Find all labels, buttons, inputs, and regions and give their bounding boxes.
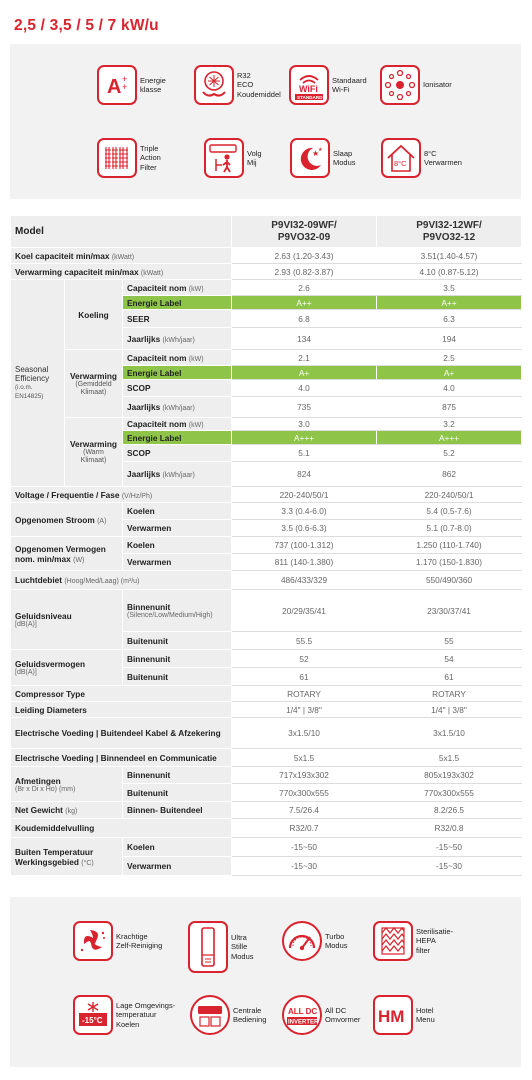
- row-label: Geluidsvermogen: [15, 659, 86, 669]
- cell-value: ROTARY: [377, 686, 522, 702]
- table-row: [11, 590, 522, 632]
- feature-label: Turbo Modus: [325, 931, 348, 950]
- cell-value: 735: [232, 397, 377, 418]
- feature-label: Triple Action Filter: [140, 143, 161, 172]
- self-clean-icon: [73, 921, 113, 961]
- row-sublabel: Binnenunit: [127, 770, 171, 780]
- row-label: SEER: [127, 313, 150, 324]
- dc-inverter-icon: [282, 995, 322, 1035]
- feature-label: Energie klasse: [140, 75, 166, 94]
- row-sublabel: Binnenunit: [127, 653, 171, 664]
- table-row: [11, 503, 522, 520]
- cell-value: 4.0: [377, 380, 522, 397]
- table-row: [11, 418, 522, 431]
- cell-value: 194: [377, 328, 522, 350]
- cell-value: 824: [232, 462, 377, 487]
- row-sublabel: Koelen: [127, 842, 155, 852]
- cell-value: 7.5/26.4: [232, 802, 377, 819]
- feature-label: 8°C Verwarmen: [424, 148, 462, 167]
- cell-value: A++: [377, 296, 522, 310]
- cell-value: 52: [232, 650, 377, 668]
- table-row: [11, 537, 522, 554]
- row-label: Buiten Temperatuur Werkingsgebied: [15, 846, 94, 867]
- low-temp-icon-text: -15°C: [82, 1016, 103, 1025]
- row-sublabel: Binnen- Buitendeel: [127, 805, 203, 815]
- row-unit: (kW): [188, 422, 204, 429]
- cell-value: -15~50: [232, 838, 377, 857]
- feature-low-temp: [73, 995, 175, 1035]
- cell-value: 486/433/329: [232, 571, 377, 590]
- row-unit: [dB(A)]: [15, 621, 37, 628]
- table-row: [11, 248, 522, 264]
- row-label: Leiding Diameters: [15, 704, 87, 715]
- wifi-icon-text: WiFi: [299, 84, 318, 94]
- cell-value: 1/4" | 3/8": [232, 702, 377, 718]
- cell-value: 4.0: [232, 380, 377, 397]
- cell-value: 3.5 (0.6-6.3): [232, 520, 377, 537]
- cell-value: 3x1.5/10: [232, 718, 377, 749]
- hepa-filter-icon: [373, 921, 413, 961]
- feature-ionizer: [380, 65, 452, 105]
- feature-central-control: [190, 995, 266, 1035]
- cell-value: 805x193x302: [377, 767, 522, 784]
- cell-value: 875: [377, 397, 522, 418]
- ultra-silent-icon: [188, 921, 228, 973]
- row-label: Jaarlijks: [127, 402, 161, 412]
- cell-value: 2.6: [232, 280, 377, 296]
- row-label: Geluidsniveau: [15, 611, 72, 621]
- row-unit: (V/Hz/Ph): [121, 492, 153, 500]
- cell-value: 550/490/360: [377, 571, 522, 590]
- cell-value: A+: [232, 366, 377, 380]
- cell-value: 6.3: [377, 310, 522, 328]
- feature-ultra-silent: [188, 921, 254, 973]
- feature-label: Ultra Stille Modus: [231, 932, 254, 961]
- group-name: Verwarming: [69, 370, 118, 381]
- feature-8c-heating: [381, 138, 462, 178]
- cell-value: -15~50: [377, 838, 522, 857]
- cell-value: 20/29/35/41: [232, 590, 377, 632]
- svg-text:+: +: [122, 74, 128, 84]
- cell-value: 2.1: [232, 350, 377, 366]
- model-col-1: P9VI32-09WF/ P9VO32-09: [271, 219, 337, 243]
- row-label: Capaciteit nom: [127, 282, 187, 293]
- cell-value: 717x193x302: [232, 767, 377, 784]
- spec-table: [10, 215, 522, 876]
- cell-value: A+++: [377, 431, 522, 445]
- cell-value: 5x1.5: [377, 749, 522, 767]
- cell-value: 770x300x555: [377, 784, 522, 802]
- central-control-icon: [190, 995, 230, 1035]
- row-label: Jaarlijks: [127, 469, 161, 479]
- low-temp-cooling-icon: [73, 995, 113, 1035]
- feature-self-clean: [73, 921, 162, 961]
- cell-value: 4.10 (0.87-5.12): [377, 264, 522, 280]
- row-unit: (kWh/jaar): [162, 405, 195, 412]
- feature-dc-inverter: [282, 995, 360, 1035]
- row-label: Koudemiddelvulling: [15, 823, 95, 833]
- cell-value: -15~30: [377, 857, 522, 876]
- cell-value: 134: [232, 328, 377, 350]
- cell-value: A++: [232, 296, 377, 310]
- energy-class-icon-letter: A: [107, 76, 122, 98]
- cell-value: 1.250 (110-1.740): [377, 537, 522, 554]
- row-unit: (kWh/jaar): [162, 336, 195, 344]
- cell-value: 2.93 (0.82-3.87): [232, 264, 377, 280]
- cell-value: 5.1 (0.7-8.0): [377, 520, 522, 537]
- cell-value: 3.2: [377, 418, 522, 431]
- group-name: Verwarming: [69, 439, 118, 449]
- heating-8c-icon: [381, 138, 421, 178]
- feature-label: All DC Omvormer: [325, 1005, 361, 1024]
- feature-label: Centrale Bediening: [233, 1005, 267, 1024]
- cell-value: 1.170 (150-1.830): [377, 554, 522, 571]
- row-sublabel: Verwarmen: [127, 523, 172, 533]
- row-label: Koel capaciteit min/max: [15, 250, 110, 261]
- row-label: Verwarming capaciteit min/max: [15, 266, 139, 277]
- cell-value: 3.3 (0.4-6.0): [232, 503, 377, 520]
- follow-me-icon: [204, 138, 244, 178]
- row-unit: (kg): [65, 808, 78, 815]
- cell-value: A+++: [232, 431, 377, 445]
- row-unit: (°C): [81, 859, 94, 867]
- row-label: Capaciteit nom: [127, 419, 187, 429]
- seasonal-note: (i.o.m. EN14825): [15, 384, 44, 400]
- dc-icon-bottom: INVERTER: [288, 1019, 319, 1026]
- cell-value: 3.0: [232, 418, 377, 431]
- cell-value: 3.5: [377, 280, 522, 296]
- cell-value: -15~30: [232, 857, 377, 876]
- feature-hepa: [373, 921, 453, 961]
- row-label: Energie Label: [127, 367, 182, 378]
- cell-value: R32/0.7: [232, 819, 377, 838]
- row-label: SCOP: [127, 383, 151, 393]
- row-sublabel: Buitenunit: [127, 635, 169, 646]
- row-label: Energie Label: [127, 297, 182, 308]
- cell-value: 1/4" | 3/8": [377, 702, 522, 718]
- sleep-mode-icon: [290, 138, 330, 178]
- cell-value: 5.2: [377, 445, 522, 462]
- feature-label: Slaap Modus: [333, 148, 356, 167]
- row-unit: (Silence/Low/Medium/High): [127, 612, 213, 619]
- cell-value: 8.2/26.5: [377, 802, 522, 819]
- row-label: Compressor Type: [15, 688, 85, 699]
- row-unit: (kW): [188, 285, 204, 293]
- cell-value: 220-240/50/1: [232, 487, 377, 503]
- row-label: Jaarlijks: [127, 333, 161, 344]
- model-header: Model: [15, 226, 44, 237]
- row-sublabel: Buitenunit: [127, 671, 169, 682]
- hotel-menu-icon: [373, 995, 413, 1035]
- cell-value: 737 (100-1.312): [232, 537, 377, 554]
- feature-label: Ionisator: [423, 80, 452, 90]
- cell-value: 54: [377, 650, 522, 668]
- table-row: [11, 767, 522, 784]
- feature-turbo: [282, 921, 348, 961]
- feature-sleep: [290, 138, 356, 178]
- row-sublabel: Koelen: [127, 506, 155, 516]
- table-row: [11, 350, 522, 366]
- cell-value: 862: [377, 462, 522, 487]
- cell-value: 3x1.5/10: [377, 718, 522, 749]
- features-bottom-panel: [10, 897, 521, 1067]
- feature-label: Krachtige Zelf-Reiniging: [116, 931, 163, 950]
- table-row: [11, 702, 522, 718]
- row-label: Energie Label: [127, 432, 182, 443]
- dc-icon-top: ALL DC: [288, 1007, 318, 1016]
- row-label: Capaciteit nom: [127, 352, 187, 363]
- feature-label: Volg Mij: [247, 148, 262, 167]
- feature-label: Sterilisatie- HEPA filter: [416, 926, 454, 955]
- row-label: Opgenomen Stroom: [15, 514, 95, 525]
- row-sublabel: Verwarmen: [127, 861, 172, 871]
- feature-follow-me: [204, 138, 262, 178]
- feature-label: Standaard Wi-Fi: [332, 75, 367, 94]
- cell-value: 6.8: [232, 310, 377, 328]
- row-label: Electrische Voeding | Binnendeel en Communicatie: [15, 752, 217, 763]
- wifi-standard-icon: [289, 65, 329, 105]
- cell-value: 5x1.5: [232, 749, 377, 767]
- row-label: Electrische Voeding | Buitendeel Kabel & Afzekering: [15, 728, 221, 738]
- features-top-panel: [10, 44, 521, 199]
- row-unit: [dB(A)]: [15, 669, 37, 676]
- page-title: 2,5 / 3,5 / 5 / 7 kW/u: [14, 17, 159, 34]
- feature-label: R32 ECO Koudemiddel: [237, 70, 281, 99]
- row-label: SCOP: [127, 448, 151, 458]
- heating-icon-text: 8°C: [394, 159, 407, 168]
- feature-energy-class: [97, 65, 166, 105]
- table-row: [11, 264, 522, 280]
- row-unit: (Br x Di x Ho) (mm): [15, 785, 76, 793]
- row-sublabel: Binnenunit: [127, 602, 171, 612]
- row-sublabel: Koelen: [127, 540, 155, 550]
- row-sublabel: Buitenunit: [127, 787, 169, 798]
- table-row: [11, 487, 522, 503]
- feature-hotel-menu: [373, 995, 435, 1035]
- table-row: [11, 686, 522, 702]
- group-note: (Gemiddeld Klimaat): [75, 380, 112, 396]
- table-row: [11, 650, 522, 668]
- seasonal-label: Seasonal Efficiency: [15, 365, 50, 383]
- table-row: [11, 749, 522, 767]
- r32-eco-refrigerant-icon: [194, 65, 234, 105]
- row-label: Luchtdebiet: [15, 575, 63, 585]
- svg-text:+: +: [122, 82, 128, 92]
- cell-value: 770x300x555: [232, 784, 377, 802]
- svg-text:★: ★: [318, 147, 323, 153]
- feature-label: Hotel Menu: [416, 1005, 435, 1024]
- row-unit: (A): [97, 517, 107, 525]
- feature-triple-filter: [97, 138, 161, 178]
- cell-value: 23/30/37/41: [377, 590, 522, 632]
- cell-value: 2.63 (1.20-3.43): [232, 248, 377, 264]
- row-unit: (kWatt): [111, 253, 135, 261]
- wifi-icon-standard: STANDARD: [297, 95, 323, 100]
- cell-value: A+: [377, 366, 522, 380]
- cell-value: 55.5: [232, 632, 377, 650]
- row-label: Afmetingen: [15, 775, 61, 786]
- table-row: [11, 571, 522, 590]
- energy-class-icon: [97, 65, 137, 105]
- row-label: Opgenomen Vermogen nom. min/max: [15, 543, 106, 564]
- row-unit: (kWh/jaar): [162, 472, 195, 479]
- row-unit: (kW): [188, 355, 204, 363]
- feature-label: Lage Omgevings- temperatuur Koelen: [116, 1000, 176, 1029]
- row-sublabel: Verwarmen: [127, 557, 172, 567]
- cell-value: ROTARY: [232, 686, 377, 702]
- row-unit: (W): [73, 556, 85, 564]
- cell-value: 5.1: [232, 445, 377, 462]
- table-row: [11, 280, 522, 296]
- cell-value: 61: [377, 668, 522, 686]
- row-label: Net Gewicht: [15, 805, 63, 815]
- row-unit: (kWatt): [140, 269, 164, 277]
- cell-value: 220-240/50/1: [377, 487, 522, 503]
- group-name: Koeling: [78, 309, 109, 320]
- cell-value: R32/0.8: [377, 819, 522, 838]
- cell-value: 3.51(1.40-4.57): [377, 248, 522, 264]
- turbo-icon: [282, 921, 322, 961]
- cell-value: 2.5: [377, 350, 522, 366]
- table-header-row: [11, 216, 522, 248]
- cell-value: 811 (140-1.380): [232, 554, 377, 571]
- triple-filter-icon: [97, 138, 137, 178]
- svg-text:★: ★: [312, 149, 320, 158]
- cell-value: 61: [232, 668, 377, 686]
- table-row: [11, 838, 522, 857]
- table-row: [11, 802, 522, 819]
- hotel-icon-text: HM: [378, 1007, 405, 1026]
- ionizer-icon: [380, 65, 420, 105]
- table-row: [11, 819, 522, 838]
- table-row: [11, 718, 522, 749]
- feature-r32: [194, 65, 281, 105]
- cell-value: 5.4 (0.5-7.6): [377, 503, 522, 520]
- row-unit: (Hoog/Med/Laag) (m³/u): [64, 578, 140, 585]
- row-label: Voltage / Frequentie / Fase: [15, 489, 120, 500]
- model-col-2: P9VI32-12WF/ P9VO32-12: [416, 219, 482, 243]
- feature-wifi: [289, 65, 367, 105]
- cell-value: 55: [377, 632, 522, 650]
- group-note: (Warm Klimaat): [80, 449, 107, 464]
